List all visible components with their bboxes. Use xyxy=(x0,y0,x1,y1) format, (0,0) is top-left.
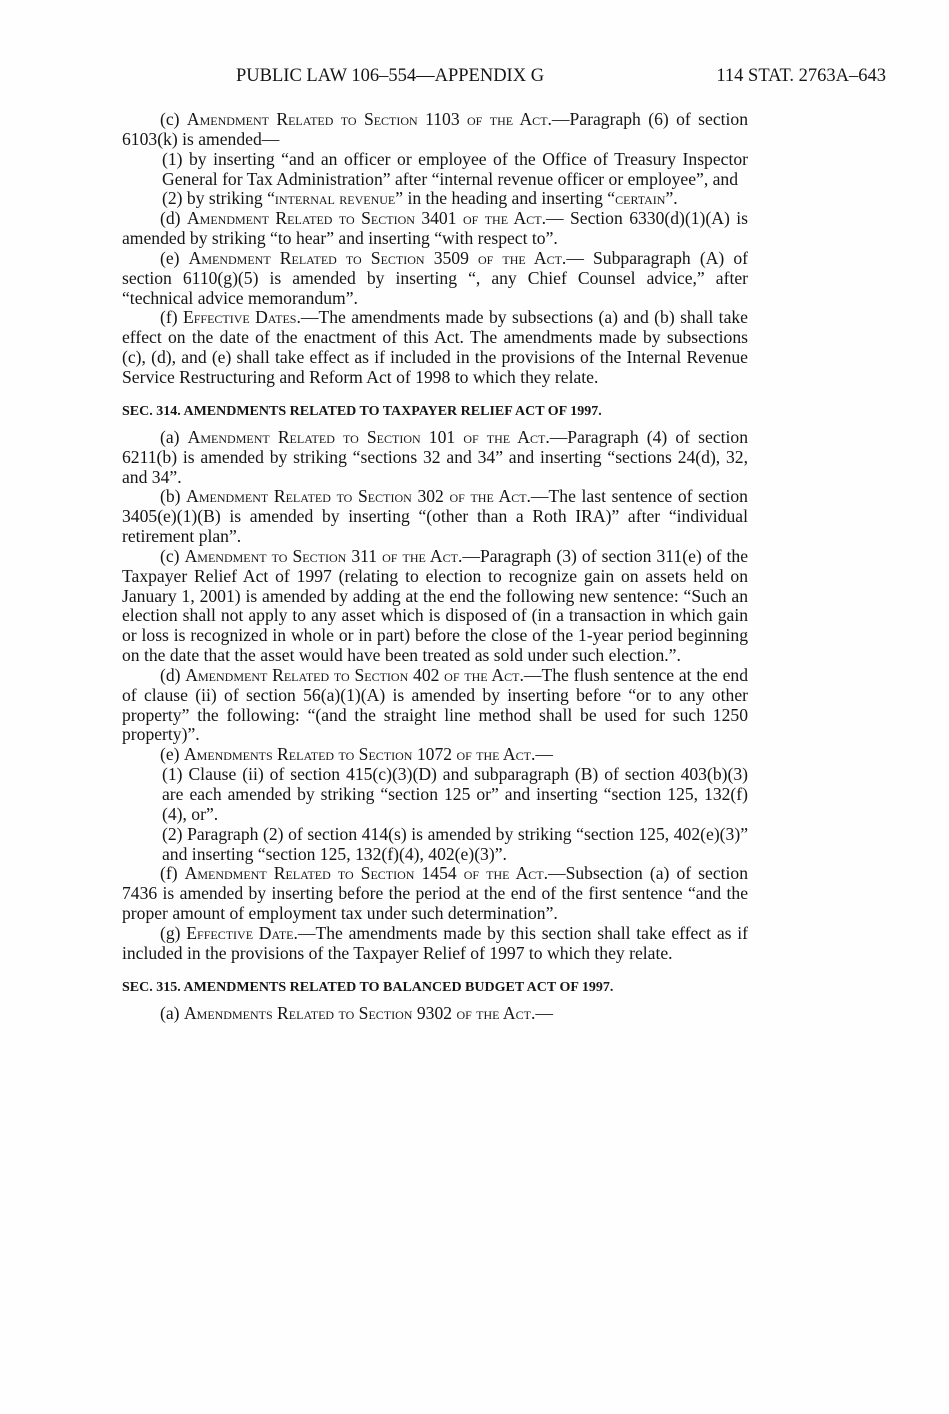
subsection-label: (f) xyxy=(160,307,178,328)
section-315-title: SEC. 315. AMENDMENTS RELATED TO BALANCED BUDGET ACT OF 1997. xyxy=(122,979,614,995)
subsection-text: .—Paragraph (4) of section 6211(b) is amended by striking “sections 32 and 34” and inserting “sections 24(d), 32, and 34”. xyxy=(122,426,749,487)
subsection-313-c xyxy=(122,110,748,150)
subsection-label: (c) xyxy=(160,109,180,129)
subsection-label: (b) xyxy=(160,486,181,507)
subsection-text: .— xyxy=(530,1002,553,1023)
subsection-heading: Amendment Related to Section 302 of the Act xyxy=(186,486,527,507)
item-text-part: ”. xyxy=(665,188,678,209)
subsection-text: .—The amendments made by subsections (a) and (b) shall take effect on the date of the enactment of this Act. The amendments made by subsections (c), (d), and (e) shall take effect as if included in the provisions of the Internal Revenue Service Restructuring and Reform Act of 1998 to which they relate. xyxy=(122,307,748,387)
document-body xyxy=(122,110,748,1023)
subsection-313-f xyxy=(122,308,748,387)
subsection-314-d xyxy=(122,666,748,745)
subsection-text: .— Subparagraph (A) of section 6110(g)(5) is amended by inserting “, any Chief Counsel advice,” after “technical advice memorandum”. xyxy=(122,247,749,308)
paragraph-item-2 xyxy=(122,189,748,209)
subsection-label: (a) xyxy=(160,1002,180,1023)
section-314-title: SEC. 314. AMENDMENTS RELATED TO TAXPAYER RELIEF ACT OF 1997. xyxy=(122,403,602,419)
subsection-314-f xyxy=(122,864,748,924)
subsection-314-b xyxy=(122,487,748,547)
subsection-text: .— Section 6330(d)(1)(A) is amended by striking “to hear” and inserting “with respect to”. xyxy=(122,208,748,249)
subsection-text: .— xyxy=(530,744,553,765)
subsection-313-e xyxy=(122,249,748,309)
subsection-label: (a) xyxy=(160,426,180,447)
subsection-heading: Amendment Related to Section 402 of the Act xyxy=(185,664,520,685)
item-smallcaps-term: internal revenue xyxy=(274,188,396,209)
subsection-label: (d) xyxy=(160,664,181,685)
subsection-heading: Effective Date xyxy=(186,922,294,943)
subsection-label: (c) xyxy=(160,545,180,566)
subsection-heading: Amendments Related to Section 9302 of the Act xyxy=(183,1002,531,1023)
subsection-314-e xyxy=(122,745,748,765)
subsection-heading: Amendment Related to Section 1103 of the Act xyxy=(186,109,548,129)
subsection-314-g xyxy=(122,924,748,964)
header-law-title: PUBLIC LAW 106–554—APPENDIX G xyxy=(236,66,545,86)
subsection-label: (e) xyxy=(160,744,180,765)
subsection-text: .—The amendments made by this section shall take effect as if included in the provisions of the Taxpayer Relief of 1997 to which they relate. xyxy=(122,922,748,963)
item-text: (2) Paragraph (2) of section 414(s) is amended by striking “section 125, 402(e)(3)” and inserting “section 125, 132(f)(4), 402(e)(3)”. xyxy=(162,823,748,864)
subsection-heading: Amendment to Section 311 of the Act xyxy=(184,545,458,566)
item-text-part: ” in the heading and inserting “ xyxy=(395,188,616,209)
item-text-part: (2) by striking “ xyxy=(162,188,275,209)
item-text: (1) Clause (ii) of section 415(c)(3)(D) and subparagraph (B) of section 403(b)(3) are each amended by striking “section 125 or” and inserting “section 125, 132(f)(4), or”. xyxy=(162,764,748,824)
subsection-heading: Effective Dates xyxy=(182,307,297,328)
paragraph-item-2 xyxy=(122,825,748,865)
subsection-314-c xyxy=(122,547,748,666)
subsection-heading: Amendment Related to Section 101 of the Act xyxy=(187,426,546,447)
subsection-label: (g) xyxy=(160,922,181,943)
subsection-label: (d) xyxy=(160,208,181,229)
subsection-label: (f) xyxy=(160,863,178,884)
subsection-text: .—The last sentence of section 3405(e)(1)(B) is amended by inserting “(other than a Roth IRA)” after “individual retirement plan”. xyxy=(122,486,748,547)
item-smallcaps-term: certain xyxy=(615,188,666,209)
subsection-label: (e) xyxy=(160,247,180,268)
header-stat-page: 114 STAT. 2763A–643 xyxy=(716,66,886,86)
subsection-heading: Amendment Related to Section 3401 of the Act xyxy=(186,208,542,229)
subsection-heading: Amendments Related to Section 1072 of the Act xyxy=(183,744,531,765)
subsection-text: .—The flush sentence at the end of clause (ii) of section 56(a)(1)(A) is amended by inserting before “or to any other property” the following: “(and the straight line method shall be used for such 1250 property)”. xyxy=(122,664,749,745)
subsection-text: .—Paragraph (6) of section 6103(k) is amended— xyxy=(122,109,748,149)
item-text: (1) by inserting “and an officer or employee of the Office of Treasury Inspector General for Tax Administration” after “internal revenue officer or employee”, and xyxy=(162,148,748,189)
paragraph-item-1 xyxy=(122,765,748,825)
subsection-heading: Amendment Related to Section 3509 of the Act xyxy=(188,247,562,268)
subsection-314-a xyxy=(122,428,748,488)
subsection-text: .—Subsection (a) of section 7436 is amended by inserting before the period at the end of the first sentence “and the proper amount of employment tax under such determination”. xyxy=(122,863,749,924)
subsection-heading: Amendment Related to Section 1454 of the Act xyxy=(184,863,544,884)
subsection-text: .—Paragraph (3) of section 311(e) of the Taxpayer Relief Act of 1997 (relating to election to recognize gain on assets held on January 1, 2001) is amended by adding at the end the following new sentence: “Such an election shall not apply to any asset which is disposed of (in a transaction in which gain or loss is recognized in whole or in part) before the close of the 1-year period beginning on the date that the asset would have been treated as sold under such election.”. xyxy=(122,545,749,666)
paragraph-item-1 xyxy=(122,150,748,190)
subsection-313-d xyxy=(122,209,748,249)
subsection-315-a xyxy=(122,1004,748,1024)
